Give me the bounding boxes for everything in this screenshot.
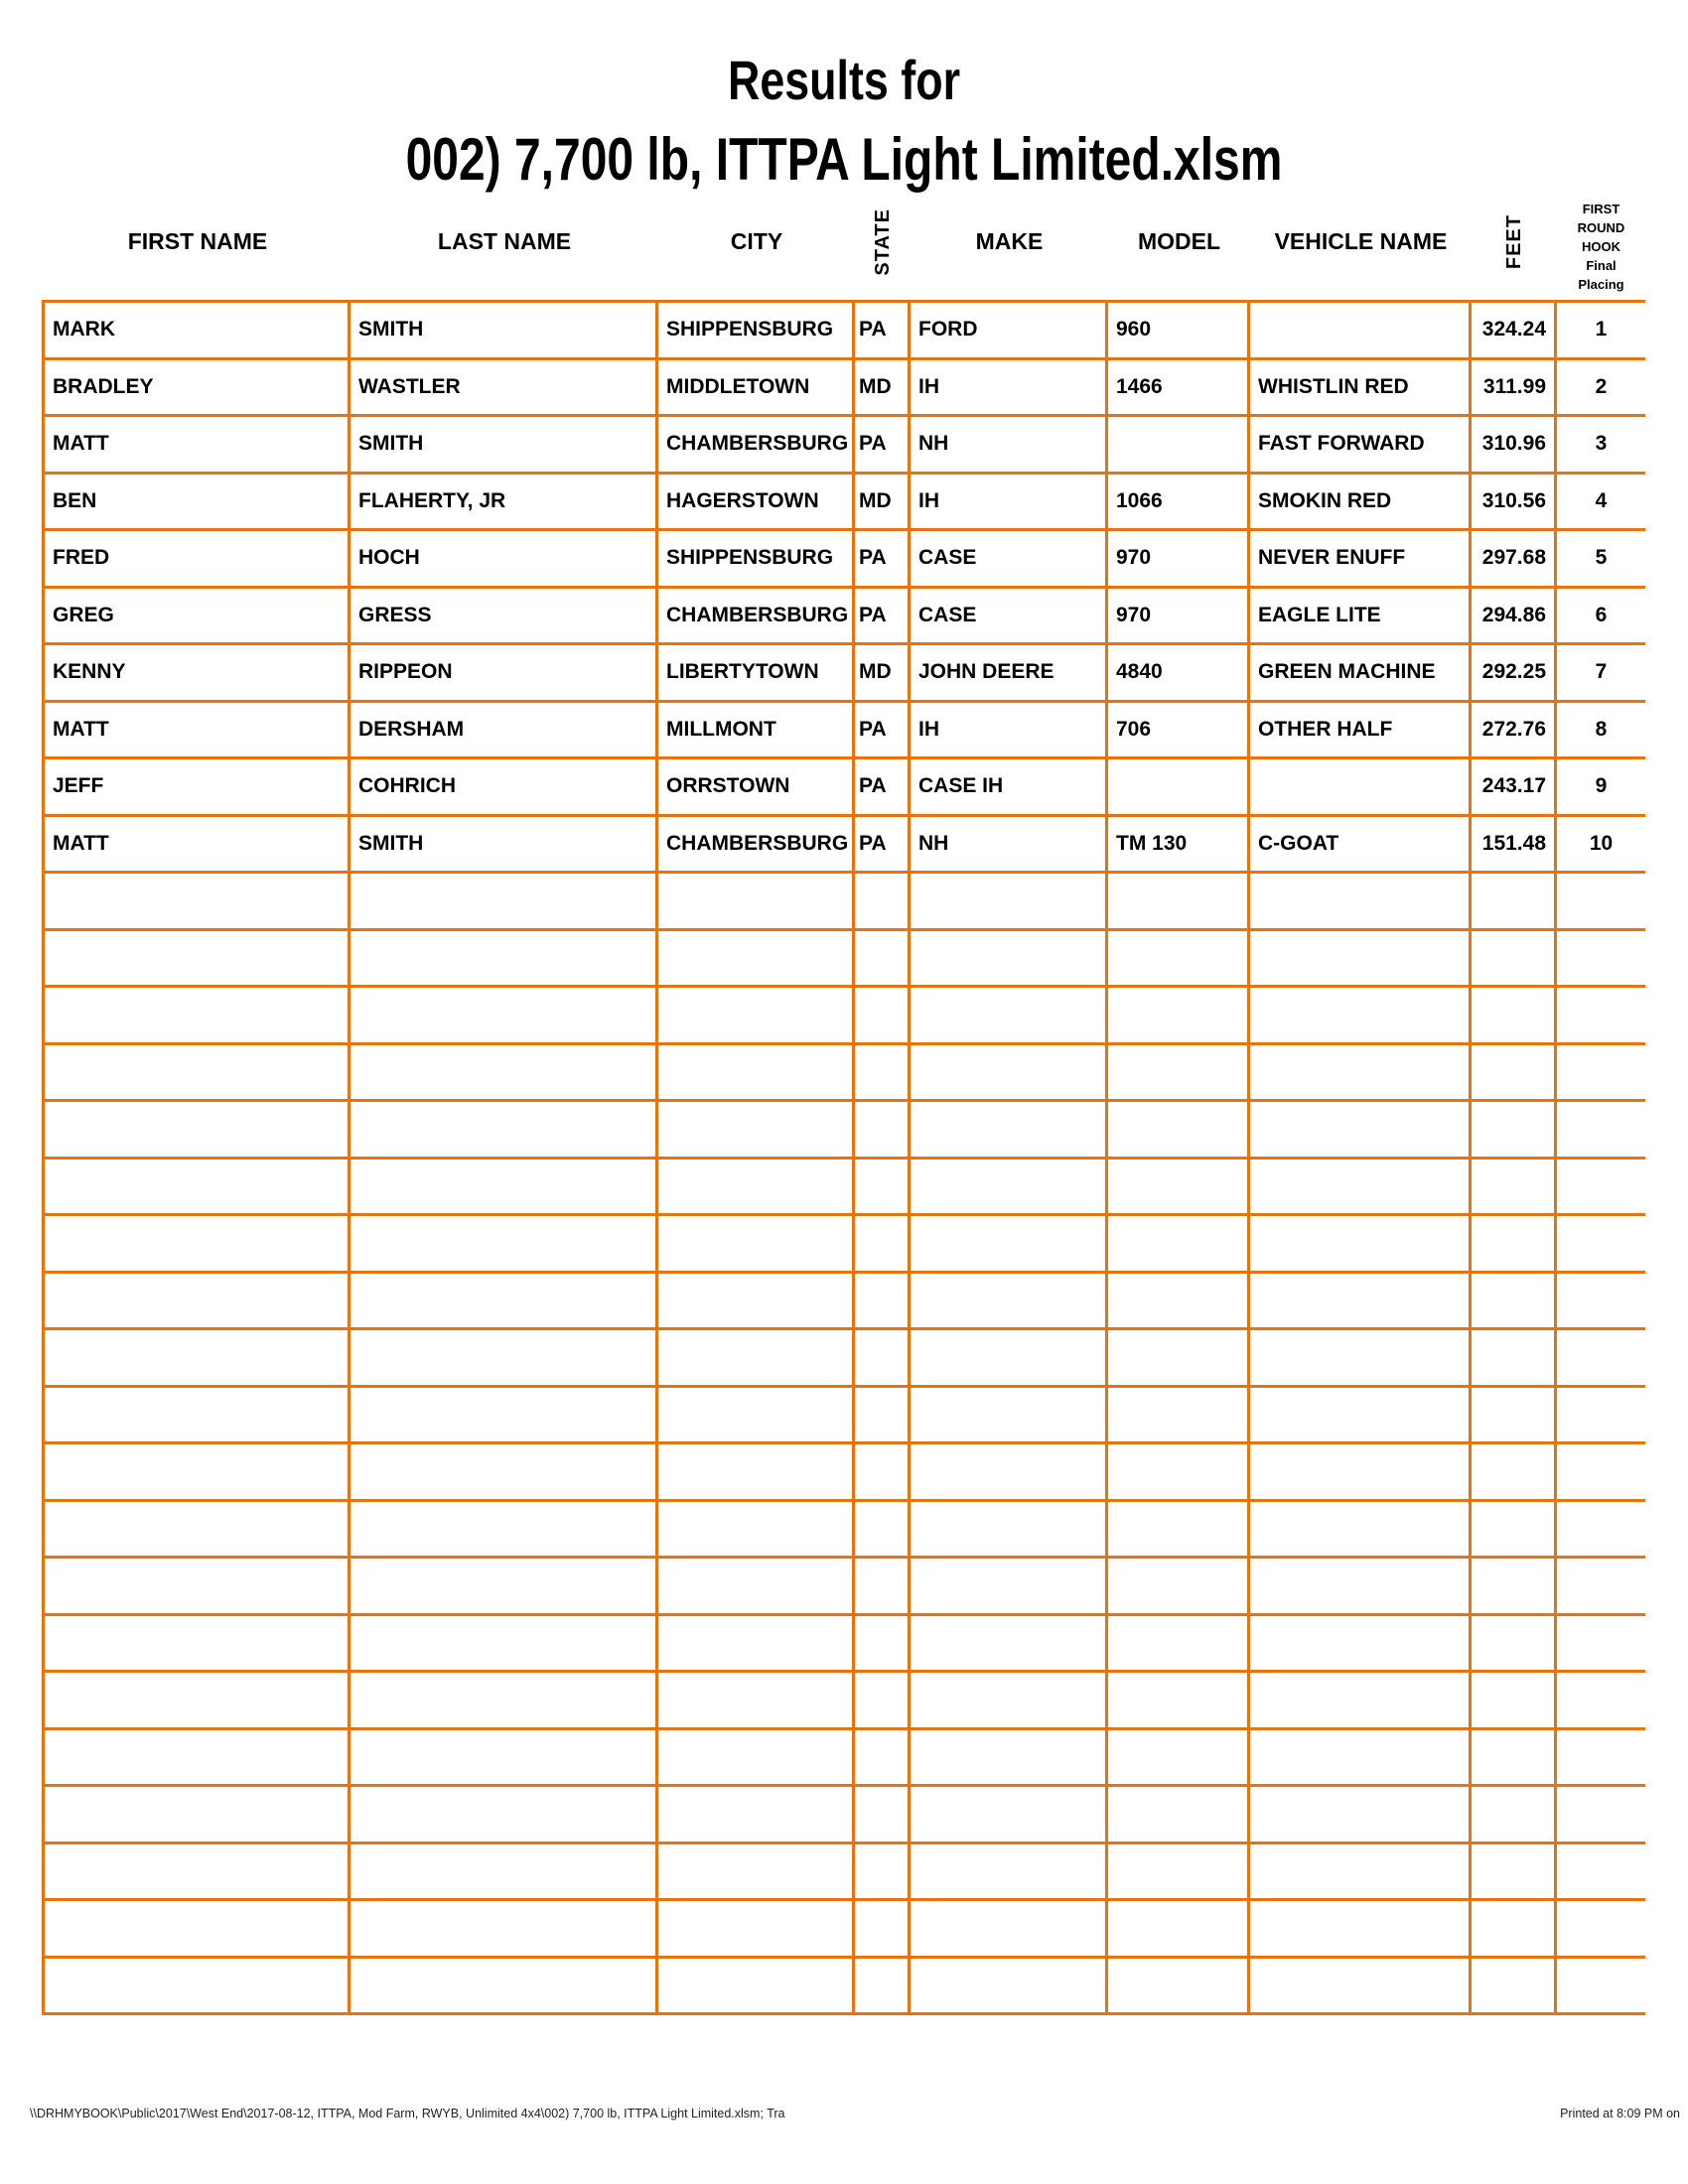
- cell-vehicle-name: [1250, 1045, 1472, 1103]
- cell-make: [911, 1959, 1108, 2016]
- cell-placing: [1557, 1160, 1645, 1217]
- footer-printed-at: Printed at 8:09 PM on: [1560, 2107, 1680, 2120]
- cell-state: PA: [855, 417, 911, 475]
- cell-state: [855, 931, 911, 989]
- cell-state: [855, 1730, 911, 1788]
- cell-city: LIBERTYTOWN: [658, 645, 855, 703]
- column-header-model: MODEL: [1137, 228, 1221, 254]
- cell-placing: [1557, 1388, 1645, 1445]
- cell-make: [911, 1274, 1108, 1331]
- cell-model: [1108, 1959, 1250, 2016]
- column-header-last-name: LAST NAME: [437, 228, 572, 254]
- cell-placing: [1557, 1102, 1645, 1160]
- cell-last-name: GRESS: [351, 589, 658, 646]
- cell-make: [911, 1160, 1108, 1217]
- cell-make: IH: [911, 475, 1108, 532]
- cell-city: [658, 1274, 855, 1331]
- cell-last-name: WASTLER: [351, 360, 658, 418]
- cell-model: [1108, 759, 1250, 817]
- cell-last-name: COHRICH: [351, 759, 658, 817]
- column-header-first-name: FIRST NAME: [127, 228, 268, 254]
- cell-feet: [1472, 1274, 1557, 1331]
- cell-make: [911, 931, 1108, 989]
- cell-model: 1066: [1108, 475, 1250, 532]
- cell-last-name: [351, 1673, 658, 1730]
- cell-placing: [1557, 874, 1645, 931]
- cell-placing: 7: [1557, 645, 1645, 703]
- cell-last-name: [351, 1330, 658, 1388]
- cell-last-name: [351, 1559, 658, 1616]
- cell-first-name: [45, 1388, 351, 1445]
- cell-last-name: [351, 1901, 658, 1959]
- cell-model: [1108, 931, 1250, 989]
- page-title-line1: Results for: [728, 49, 960, 111]
- cell-vehicle-name: [1250, 1616, 1472, 1674]
- cell-placing: [1557, 1901, 1645, 1959]
- cell-last-name: [351, 1959, 658, 2016]
- cell-placing: 4: [1557, 475, 1645, 532]
- cell-city: [658, 1844, 855, 1902]
- cell-make: IH: [911, 360, 1108, 418]
- cell-placing: [1557, 988, 1645, 1045]
- cell-make: [911, 1730, 1108, 1788]
- cell-last-name: FLAHERTY, JR: [351, 475, 658, 532]
- cell-make: [911, 1045, 1108, 1103]
- cell-model: [1108, 1787, 1250, 1844]
- column-header-feet: [1472, 184, 1557, 300]
- cell-first-name: [45, 1959, 351, 2016]
- cell-feet: [1472, 1787, 1557, 1844]
- cell-state: [855, 988, 911, 1045]
- cell-make: [911, 1502, 1108, 1560]
- cell-make: JOHN DEERE: [911, 645, 1108, 703]
- cell-model: [1108, 1730, 1250, 1788]
- cell-placing: [1557, 1616, 1645, 1674]
- cell-first-name: [45, 1559, 351, 1616]
- results-grid: [42, 300, 1645, 2015]
- cell-make: CASE IH: [911, 759, 1108, 817]
- cell-city: [658, 1160, 855, 1217]
- cell-vehicle-name: [1250, 1274, 1472, 1331]
- cell-vehicle-name: GREEN MACHINE: [1250, 645, 1472, 703]
- cell-state: MD: [855, 475, 911, 532]
- cell-vehicle-name: NEVER ENUFF: [1250, 531, 1472, 589]
- cell-first-name: BEN: [45, 475, 351, 532]
- cell-vehicle-name: [1250, 1901, 1472, 1959]
- cell-city: [658, 1787, 855, 1844]
- cell-make: [911, 1444, 1108, 1502]
- cell-first-name: MATT: [45, 703, 351, 760]
- column-header-placing: [1557, 184, 1645, 300]
- cell-city: [658, 1730, 855, 1788]
- placing-header-line: Placing: [1578, 277, 1624, 292]
- cell-make: CASE: [911, 589, 1108, 646]
- column-header-state: [855, 184, 911, 300]
- cell-vehicle-name: [1250, 1102, 1472, 1160]
- cell-last-name: [351, 1444, 658, 1502]
- cell-vehicle-name: SMOKIN RED: [1250, 475, 1472, 532]
- footer-file-path: \\DRHMYBOOK\Public\2017\West End\2017-08-12, ITTPA, Mod Farm, RWYB, Unlimited 4x4\002) 7,700 lb, ITTPA Light Limited.xlsm; Tra: [30, 2107, 785, 2120]
- cell-model: [1108, 1901, 1250, 1959]
- cell-feet: 292.25: [1472, 645, 1557, 703]
- cell-state: [855, 874, 911, 931]
- cell-vehicle-name: [1250, 1502, 1472, 1560]
- cell-city: SHIPPENSBURG: [658, 303, 855, 360]
- cell-first-name: KENNY: [45, 645, 351, 703]
- cell-state: [855, 1330, 911, 1388]
- cell-city: [658, 1388, 855, 1445]
- cell-first-name: [45, 988, 351, 1045]
- cell-placing: 9: [1557, 759, 1645, 817]
- cell-model: [1108, 1388, 1250, 1445]
- cell-last-name: [351, 1388, 658, 1445]
- cell-last-name: [351, 931, 658, 989]
- cell-city: [658, 1502, 855, 1560]
- cell-last-name: [351, 1274, 658, 1331]
- cell-state: [855, 1673, 911, 1730]
- cell-make: NH: [911, 417, 1108, 475]
- cell-model: 706: [1108, 703, 1250, 760]
- cell-city: [658, 1959, 855, 2016]
- cell-feet: [1472, 874, 1557, 931]
- column-header-city: CITY: [730, 228, 783, 254]
- cell-first-name: [45, 1330, 351, 1388]
- cell-last-name: SMITH: [351, 417, 658, 475]
- cell-feet: [1472, 1388, 1557, 1445]
- cell-feet: 297.68: [1472, 531, 1557, 589]
- cell-feet: [1472, 1330, 1557, 1388]
- cell-feet: 272.76: [1472, 703, 1557, 760]
- cell-feet: [1472, 1160, 1557, 1217]
- cell-first-name: JEFF: [45, 759, 351, 817]
- cell-state: PA: [855, 817, 911, 875]
- cell-first-name: [45, 1102, 351, 1160]
- cell-first-name: [45, 1160, 351, 1217]
- cell-feet: 310.56: [1472, 475, 1557, 532]
- cell-make: [911, 1330, 1108, 1388]
- column-header-vehicle-name: VEHICLE NAME: [1274, 228, 1448, 254]
- cell-model: [1108, 874, 1250, 931]
- cell-model: [1108, 1502, 1250, 1560]
- cell-model: [1108, 1330, 1250, 1388]
- cell-first-name: MATT: [45, 417, 351, 475]
- cell-state: PA: [855, 303, 911, 360]
- cell-last-name: SMITH: [351, 817, 658, 875]
- cell-city: [658, 1901, 855, 1959]
- cell-make: [911, 1559, 1108, 1616]
- cell-placing: 8: [1557, 703, 1645, 760]
- cell-first-name: [45, 1616, 351, 1674]
- cell-make: [911, 874, 1108, 931]
- cell-vehicle-name: [1250, 303, 1472, 360]
- cell-state: [855, 1216, 911, 1274]
- cell-first-name: [45, 1787, 351, 1844]
- cell-state: PA: [855, 531, 911, 589]
- cell-first-name: [45, 1901, 351, 1959]
- cell-feet: [1472, 988, 1557, 1045]
- cell-last-name: HOCH: [351, 531, 658, 589]
- cell-placing: 10: [1557, 817, 1645, 875]
- column-header-state-label: STATE: [871, 207, 894, 276]
- cell-model: [1108, 1160, 1250, 1217]
- cell-first-name: [45, 1502, 351, 1560]
- cell-vehicle-name: [1250, 1959, 1472, 2016]
- cell-model: 970: [1108, 589, 1250, 646]
- cell-placing: [1557, 1730, 1645, 1788]
- cell-city: SHIPPENSBURG: [658, 531, 855, 589]
- cell-vehicle-name: [1250, 1160, 1472, 1217]
- cell-placing: [1557, 1559, 1645, 1616]
- cell-feet: [1472, 1502, 1557, 1560]
- cell-last-name: [351, 988, 658, 1045]
- cell-last-name: [351, 1102, 658, 1160]
- cell-city: [658, 1559, 855, 1616]
- placing-header-line: FIRST: [1582, 202, 1620, 216]
- cell-model: 960: [1108, 303, 1250, 360]
- cell-first-name: MARK: [45, 303, 351, 360]
- cell-first-name: [45, 1444, 351, 1502]
- cell-feet: [1472, 1102, 1557, 1160]
- cell-feet: 311.99: [1472, 360, 1557, 418]
- cell-city: HAGERSTOWN: [658, 475, 855, 532]
- cell-model: TM 130: [1108, 817, 1250, 875]
- cell-make: [911, 1388, 1108, 1445]
- cell-make: [911, 1844, 1108, 1902]
- cell-model: [1108, 1216, 1250, 1274]
- cell-feet: 310.96: [1472, 417, 1557, 475]
- cell-vehicle-name: [1250, 1216, 1472, 1274]
- cell-first-name: [45, 1274, 351, 1331]
- cell-make: IH: [911, 703, 1108, 760]
- cell-placing: 6: [1557, 589, 1645, 646]
- cell-feet: [1472, 1959, 1557, 2016]
- cell-city: MIDDLETOWN: [658, 360, 855, 418]
- cell-feet: [1472, 1559, 1557, 1616]
- cell-placing: 5: [1557, 531, 1645, 589]
- cell-model: [1108, 988, 1250, 1045]
- cell-city: CHAMBERSBURG: [658, 817, 855, 875]
- cell-model: [1108, 1673, 1250, 1730]
- cell-make: [911, 1787, 1108, 1844]
- cell-city: CHAMBERSBURG: [658, 589, 855, 646]
- cell-model: [1108, 1616, 1250, 1674]
- cell-last-name: [351, 1216, 658, 1274]
- cell-last-name: [351, 1616, 658, 1674]
- cell-feet: [1472, 1673, 1557, 1730]
- cell-vehicle-name: WHISTLIN RED: [1250, 360, 1472, 418]
- cell-vehicle-name: [1250, 1444, 1472, 1502]
- cell-model: 4840: [1108, 645, 1250, 703]
- cell-city: CHAMBERSBURG: [658, 417, 855, 475]
- cell-vehicle-name: EAGLE LITE: [1250, 589, 1472, 646]
- cell-make: [911, 1216, 1108, 1274]
- cell-vehicle-name: [1250, 931, 1472, 989]
- cell-feet: 151.48: [1472, 817, 1557, 875]
- cell-last-name: [351, 1730, 658, 1788]
- cell-vehicle-name: C-GOAT: [1250, 817, 1472, 875]
- cell-city: [658, 1045, 855, 1103]
- cell-placing: [1557, 1444, 1645, 1502]
- cell-model: [1108, 417, 1250, 475]
- cell-city: MILLMONT: [658, 703, 855, 760]
- placing-header-line: Final: [1586, 258, 1617, 273]
- column-header-make: MAKE: [975, 228, 1044, 254]
- cell-city: [658, 1102, 855, 1160]
- cell-placing: [1557, 1502, 1645, 1560]
- cell-state: [855, 1102, 911, 1160]
- cell-vehicle-name: [1250, 1730, 1472, 1788]
- cell-state: PA: [855, 589, 911, 646]
- cell-city: [658, 1330, 855, 1388]
- cell-state: [855, 1616, 911, 1674]
- cell-placing: [1557, 1787, 1645, 1844]
- cell-vehicle-name: [1250, 1844, 1472, 1902]
- cell-first-name: [45, 1844, 351, 1902]
- cell-first-name: [45, 1045, 351, 1103]
- placing-header-line: HOOK: [1582, 239, 1620, 254]
- cell-placing: 3: [1557, 417, 1645, 475]
- cell-last-name: [351, 874, 658, 931]
- cell-city: [658, 874, 855, 931]
- cell-feet: [1472, 1444, 1557, 1502]
- cell-vehicle-name: [1250, 874, 1472, 931]
- cell-city: [658, 1216, 855, 1274]
- cell-make: [911, 1901, 1108, 1959]
- cell-city: ORRSTOWN: [658, 759, 855, 817]
- cell-last-name: [351, 1844, 658, 1902]
- cell-feet: [1472, 1045, 1557, 1103]
- cell-feet: [1472, 931, 1557, 989]
- cell-state: MD: [855, 360, 911, 418]
- cell-vehicle-name: FAST FORWARD: [1250, 417, 1472, 475]
- cell-placing: [1557, 931, 1645, 989]
- cell-state: [855, 1388, 911, 1445]
- cell-placing: [1557, 1673, 1645, 1730]
- cell-last-name: [351, 1045, 658, 1103]
- page-title-line2: 002) 7,700 lb, ITTPA Light Limited.xlsm: [405, 126, 1283, 193]
- column-header-feet-label: FEET: [1502, 213, 1525, 270]
- cell-feet: [1472, 1844, 1557, 1902]
- cell-model: 970: [1108, 531, 1250, 589]
- cell-state: PA: [855, 759, 911, 817]
- cell-make: [911, 1673, 1108, 1730]
- cell-make: [911, 1102, 1108, 1160]
- cell-feet: [1472, 1901, 1557, 1959]
- cell-city: [658, 1673, 855, 1730]
- cell-first-name: GREG: [45, 589, 351, 646]
- cell-city: [658, 931, 855, 989]
- cell-state: [855, 1160, 911, 1217]
- cell-make: NH: [911, 817, 1108, 875]
- cell-vehicle-name: [1250, 1673, 1472, 1730]
- cell-feet: [1472, 1730, 1557, 1788]
- cell-vehicle-name: [1250, 759, 1472, 817]
- cell-model: [1108, 1844, 1250, 1902]
- cell-last-name: RIPPEON: [351, 645, 658, 703]
- cell-state: [855, 1444, 911, 1502]
- cell-vehicle-name: OTHER HALF: [1250, 703, 1472, 760]
- cell-state: [855, 1274, 911, 1331]
- cell-last-name: [351, 1160, 658, 1217]
- cell-vehicle-name: [1250, 1787, 1472, 1844]
- cell-feet: 324.24: [1472, 303, 1557, 360]
- cell-vehicle-name: [1250, 988, 1472, 1045]
- cell-state: MD: [855, 645, 911, 703]
- cell-make: [911, 1616, 1108, 1674]
- cell-feet: [1472, 1216, 1557, 1274]
- cell-last-name: SMITH: [351, 303, 658, 360]
- placing-header-line: ROUND: [1577, 220, 1625, 235]
- column-header-row: [45, 184, 1645, 300]
- cell-placing: [1557, 1045, 1645, 1103]
- cell-first-name: [45, 1216, 351, 1274]
- cell-last-name: [351, 1502, 658, 1560]
- cell-model: [1108, 1102, 1250, 1160]
- cell-first-name: [45, 874, 351, 931]
- cell-first-name: BRADLEY: [45, 360, 351, 418]
- cell-city: [658, 988, 855, 1045]
- cell-feet: 243.17: [1472, 759, 1557, 817]
- cell-placing: 1: [1557, 303, 1645, 360]
- cell-state: [855, 1045, 911, 1103]
- cell-state: [855, 1844, 911, 1902]
- cell-feet: 294.86: [1472, 589, 1557, 646]
- cell-make: FORD: [911, 303, 1108, 360]
- cell-last-name: [351, 1787, 658, 1844]
- cell-placing: [1557, 1274, 1645, 1331]
- cell-state: [855, 1502, 911, 1560]
- cell-state: [855, 1901, 911, 1959]
- cell-vehicle-name: [1250, 1559, 1472, 1616]
- cell-city: [658, 1444, 855, 1502]
- cell-first-name: FRED: [45, 531, 351, 589]
- cell-state: [855, 1959, 911, 2016]
- cell-placing: [1557, 1330, 1645, 1388]
- cell-state: PA: [855, 703, 911, 760]
- cell-model: [1108, 1045, 1250, 1103]
- cell-first-name: MATT: [45, 817, 351, 875]
- cell-model: [1108, 1559, 1250, 1616]
- cell-model: [1108, 1444, 1250, 1502]
- cell-placing: 2: [1557, 360, 1645, 418]
- cell-placing: [1557, 1216, 1645, 1274]
- cell-first-name: [45, 931, 351, 989]
- cell-model: 1466: [1108, 360, 1250, 418]
- cell-make: [911, 988, 1108, 1045]
- cell-first-name: [45, 1730, 351, 1788]
- cell-vehicle-name: [1250, 1388, 1472, 1445]
- cell-feet: [1472, 1616, 1557, 1674]
- cell-model: [1108, 1274, 1250, 1331]
- cell-placing: [1557, 1844, 1645, 1902]
- cell-last-name: DERSHAM: [351, 703, 658, 760]
- cell-make: CASE: [911, 531, 1108, 589]
- cell-placing: [1557, 1959, 1645, 2016]
- cell-first-name: [45, 1673, 351, 1730]
- cell-vehicle-name: [1250, 1330, 1472, 1388]
- cell-city: [658, 1616, 855, 1674]
- cell-state: [855, 1787, 911, 1844]
- cell-state: [855, 1559, 911, 1616]
